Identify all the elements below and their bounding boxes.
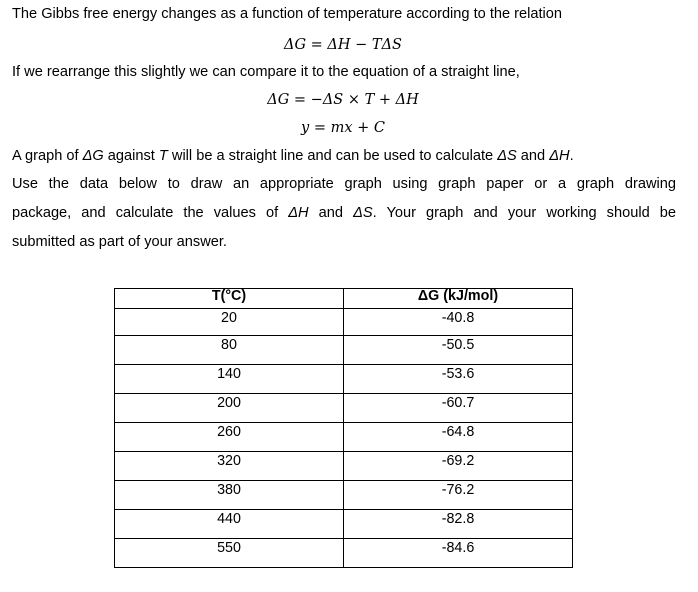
table-row xyxy=(115,394,573,423)
table-row xyxy=(115,365,573,394)
table-row xyxy=(115,539,573,568)
temperature-cell: 200 xyxy=(115,394,344,423)
temperature-cell: 20 xyxy=(115,309,344,336)
instructions-line-1: Use the data below to draw an appropriate graph using graph paper or a graph drawing xyxy=(12,176,676,192)
data-table xyxy=(114,288,573,568)
table-row xyxy=(115,336,573,365)
temperature-cell: 380 xyxy=(115,481,344,510)
instructions-paragraph xyxy=(12,170,676,257)
instructions-line-2: package, and calculate the values of ΔH and ΔS. Your graph and your working should be xyxy=(12,205,676,221)
delta-g-cell: -76.2 xyxy=(344,481,573,510)
temperature-cell: 80 xyxy=(115,336,344,365)
graph-description: A graph of ΔG against T will be a straight line and can be used to calculate ΔS and ΔH. xyxy=(12,148,574,164)
gibbs-equation: ΔG = ΔH − TΔS xyxy=(284,37,402,53)
table-row xyxy=(115,481,573,510)
table-row xyxy=(115,309,573,336)
temperature-cell: 320 xyxy=(115,452,344,481)
table-row xyxy=(115,510,573,539)
delta-g-cell: -50.5 xyxy=(344,336,573,365)
table-header-row xyxy=(115,289,573,309)
temperature-cell: 260 xyxy=(115,423,344,452)
header-delta-g: ΔG (kJ/mol) xyxy=(344,289,573,309)
header-temperature: T(°C) xyxy=(115,289,344,309)
delta-g-cell: -64.8 xyxy=(344,423,573,452)
delta-g-cell: -40.8 xyxy=(344,309,573,336)
temperature-cell: 440 xyxy=(115,510,344,539)
rearrange-text: If we rearrange this slightly we can compare it to the equation of a straight line, xyxy=(12,64,520,80)
delta-g-cell: -84.6 xyxy=(344,539,573,568)
delta-g-cell: -60.7 xyxy=(344,394,573,423)
delta-g-cell: -53.6 xyxy=(344,365,573,394)
rearranged-equation: ΔG = −ΔS × T + ΔH xyxy=(267,92,419,108)
delta-g-cell: -69.2 xyxy=(344,452,573,481)
delta-g-cell: -82.8 xyxy=(344,510,573,539)
temperature-cell: 550 xyxy=(115,539,344,568)
table-row xyxy=(115,452,573,481)
temperature-cell: 140 xyxy=(115,365,344,394)
instructions-line-3: submitted as part of your answer. xyxy=(12,234,227,250)
straight-line-equation: y = mx + C xyxy=(301,120,385,136)
table-row xyxy=(115,423,573,452)
intro-text: The Gibbs free energy changes as a function of temperature according to the relation xyxy=(12,6,563,22)
